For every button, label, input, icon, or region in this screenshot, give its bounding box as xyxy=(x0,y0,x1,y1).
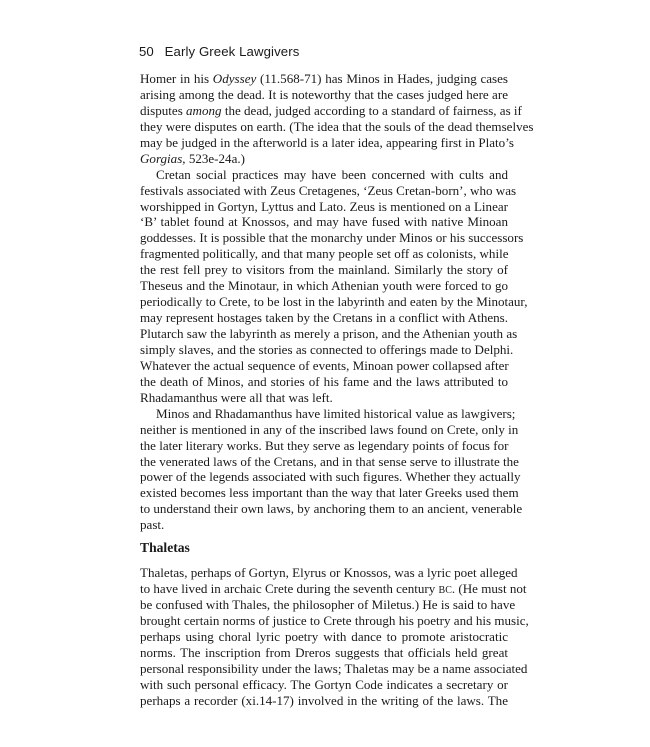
text-line: the venerated laws of the Cretans, and in that sense serve to illustrate the xyxy=(140,453,519,469)
text-line: power of the legends associated with such figures. Whether they actually xyxy=(140,469,521,485)
section-body-text xyxy=(140,565,529,708)
text-line: Minos and Rhadamanthus have limited historical value as lawgivers; xyxy=(156,405,516,421)
text-line: may represent hostages taken by the Cretans in a conflict with Athens. xyxy=(140,310,508,326)
text-line: existed becomes less important than the way that later Greeks used them xyxy=(140,485,519,501)
page-number: 50 xyxy=(139,44,154,59)
text-line: the later literary works. But they serve as legendary points of focus for xyxy=(140,437,509,453)
text-line: Rhadamanthus were all that was left. xyxy=(140,389,333,405)
text-line: the rest fell prey to visitors from the mainland. Similarly the story of xyxy=(140,262,508,278)
text-line: to understand their own laws, by anchoring them to an ancient, venerable xyxy=(140,501,523,517)
text-line: the death of Minos, and stories of his fame and the laws attributed to xyxy=(140,373,508,389)
text-line: be confused with Thales, the philosopher of Miletus.) He is said to have xyxy=(140,596,516,612)
paragraph-odyssey xyxy=(140,71,534,167)
text-line: worshipped in Gortyn, Lyttus and Lato. Zeus is mentioned on a Linear xyxy=(140,198,508,214)
text-line: neither is mentioned in any of the inscribed laws found on Crete, only in xyxy=(140,421,519,437)
text-line: Cretan social practices may have been concerned with cults and xyxy=(156,166,508,182)
text-line: personal responsibility under the laws; Thaletas may be a name associated xyxy=(140,660,528,676)
text-line: past. xyxy=(140,517,165,533)
text-line: with such personal efficacy. The Gortyn Code indicates a secretary or xyxy=(140,676,508,692)
text-line: may be judged in the afterworld is a later idea, appearing first in Plato’s xyxy=(140,134,514,150)
running-title: Early Greek Lawgivers xyxy=(164,44,300,59)
paragraph-thaletas xyxy=(140,565,529,708)
running-header xyxy=(139,44,299,59)
text-line: periodically to Crete, to be lost in the labyrinth and eaten by the Minotaur, xyxy=(140,294,528,310)
text-line: brought certain norms of justice to Crete through his poetry and his music, xyxy=(140,612,529,628)
text-line: to have lived in archaic Crete during the seventh century BC. (He must not xyxy=(140,580,527,596)
text-line: Whatever the actual sequence of events, Minoan power collapsed after xyxy=(140,357,509,373)
text-line: Thaletas, perhaps of Gortyn, Elyrus or Knossos, was a lyric poet alleged xyxy=(140,565,518,580)
paragraph-minos-rhadamanthus xyxy=(140,405,523,534)
body-text xyxy=(140,71,534,533)
text-line: Gorgias, 523e-24a.) xyxy=(140,150,245,166)
text-line: Homer in his Odyssey (11.568-71) has Minos in Hades, judging cases xyxy=(140,71,508,86)
text-line: they were disputes on earth. (The idea that the souls of the dead themselves xyxy=(140,118,534,134)
paragraph-cretan-practices xyxy=(140,166,528,406)
text-line: festivals associated with Zeus Cretagenes, ‘Zeus Cretan-born’, who was xyxy=(140,182,517,198)
text-line: norms. The inscription from Dreros suggests that officials held great xyxy=(140,644,508,660)
text-line: perhaps using choral lyric poetry with dance to promote aristocratic xyxy=(140,628,508,644)
text-line: goddesses. It is possible that the monarchy under Minos or his successors xyxy=(140,230,524,246)
text-line: perhaps a recorder (xi.14-17) involved in the writing of the laws. The xyxy=(140,692,508,708)
text-line: Theseus and the Minotaur, in which Athenian youth were forced to go xyxy=(140,278,508,294)
text-line: Plutarch saw the labyrinth as merely a prison, and the Athenian youth as xyxy=(140,326,518,341)
text-line: fragmented politically, and that many people set off as colonists, while xyxy=(140,246,509,262)
text-line: disputes among the dead, judged according to a standard of fairness, as if xyxy=(140,102,522,118)
text-line: arising among the dead. It is noteworthy that the cases judged here are xyxy=(140,86,508,102)
text-line: simply slaves, and the stories as connected to offerings made to Delphi. xyxy=(140,341,514,357)
section-heading: Thaletas xyxy=(140,540,190,555)
text-line: ‘B’ tablet found at Knossos, and may have fused with native Minoan xyxy=(140,214,508,230)
